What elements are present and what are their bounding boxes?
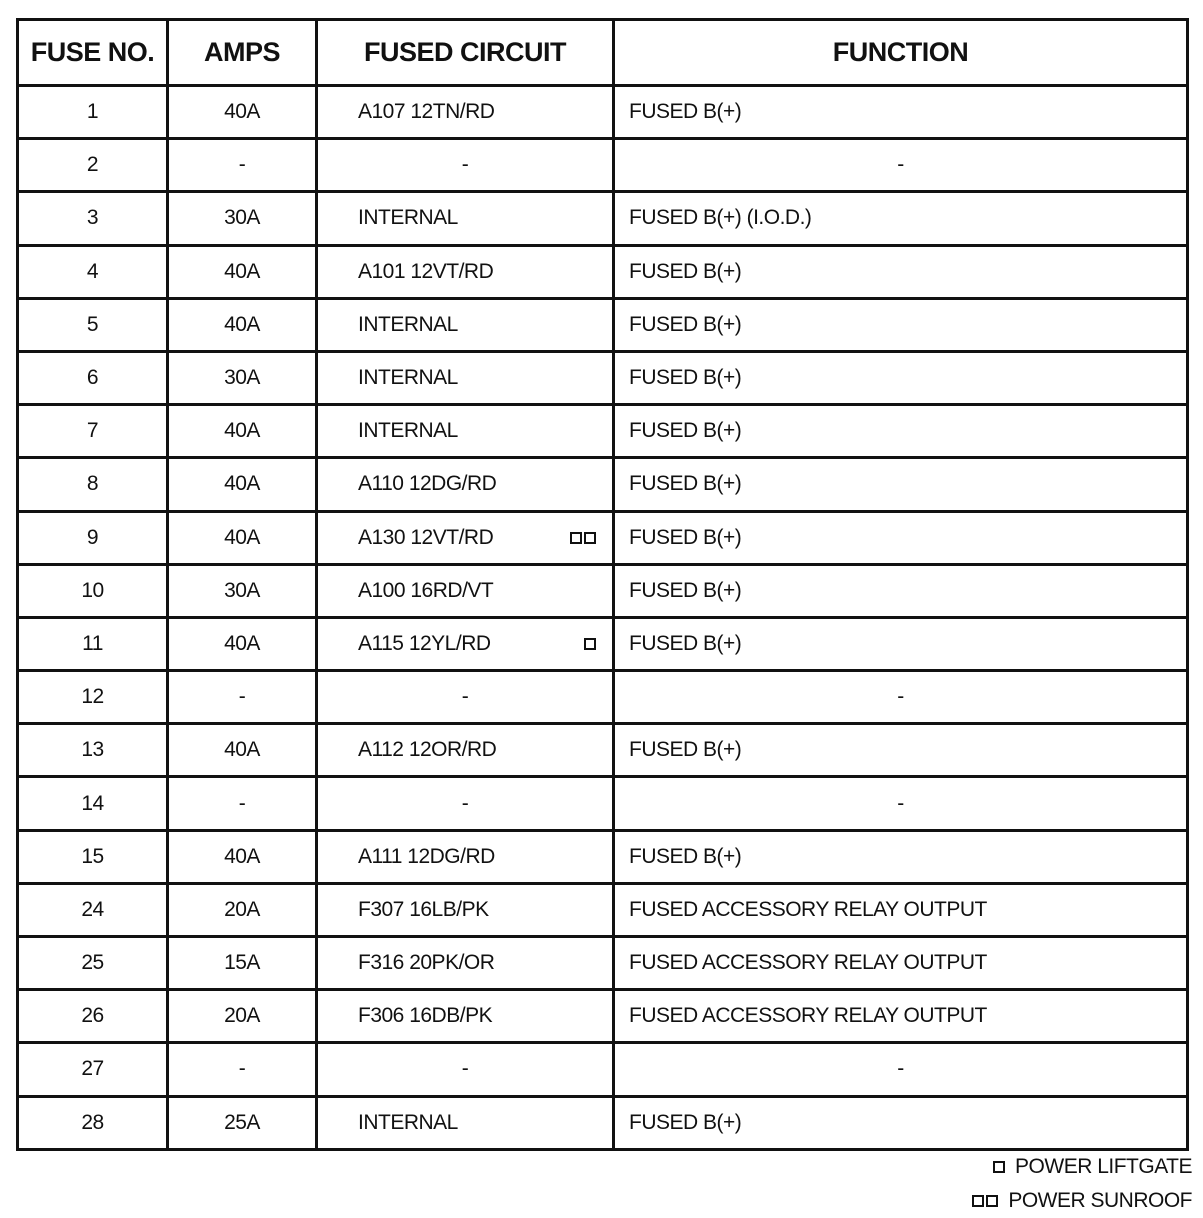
fused-circuit-cell — [317, 458, 614, 511]
square-icon — [584, 532, 596, 544]
amps-cell — [168, 351, 317, 404]
table-row — [18, 1096, 1188, 1149]
function-cell-text: FUSED B(+) — [629, 312, 742, 336]
fused-circuit-cell-text: A112 12OR/RD — [358, 738, 497, 762]
function-cell-text: FUSED B(+) — [629, 844, 742, 868]
function-cell-text: FUSED B(+) — [629, 366, 742, 390]
amps-cell-text: 40A — [224, 738, 260, 762]
function-cell-text: FUSED ACCESSORY RELAY OUTPUT — [629, 897, 987, 921]
square-icon — [570, 532, 582, 544]
fuse-no-cell — [18, 298, 168, 351]
amps-cell-text: 40A — [224, 419, 260, 443]
amps-cell — [168, 1096, 317, 1149]
fuse-no-cell-text: 28 — [81, 1110, 104, 1134]
table-row — [18, 351, 1188, 404]
fused-circuit-cell-text: - — [461, 1057, 469, 1081]
fused-circuit-cell-text: - — [461, 153, 469, 177]
fused-circuit-cell — [317, 883, 614, 936]
function-cell-text: - — [897, 791, 904, 815]
amps-cell — [168, 777, 317, 830]
fuse-no-cell — [18, 139, 168, 192]
double-square-icon — [972, 1195, 998, 1207]
power-sunroof-marker-icon — [570, 532, 596, 544]
fuse-table — [16, 18, 1189, 1151]
fused-circuit-cell — [317, 1096, 614, 1149]
table-row — [18, 724, 1188, 777]
fuse-no-cell-text: 9 — [86, 525, 99, 549]
table-row — [18, 671, 1188, 724]
amps-cell — [168, 245, 317, 298]
fuse-no-cell-text: 27 — [81, 1057, 104, 1081]
function-cell — [614, 1096, 1188, 1149]
function-cell — [614, 298, 1188, 351]
fuse-no-cell-text: 26 — [81, 1004, 104, 1028]
function-cell — [614, 617, 1188, 670]
fuse-no-cell — [18, 617, 168, 670]
fuse-no-cell-text: 25 — [81, 951, 104, 975]
function-cell — [614, 777, 1188, 830]
fused-circuit-cell — [317, 351, 614, 404]
fused-circuit-cell-text: A130 12VT/RD — [358, 525, 494, 549]
table-row — [18, 564, 1188, 617]
fused-circuit-cell-text: F316 20PK/OR — [358, 951, 495, 975]
fused-circuit-cell — [317, 86, 614, 139]
amps-cell — [168, 724, 317, 777]
function-cell — [614, 511, 1188, 564]
amps-cell — [168, 937, 317, 990]
fuse-no-cell-text: 5 — [86, 312, 99, 336]
amps-cell-text: - — [238, 153, 246, 177]
fuse-no-cell-text: 15 — [81, 844, 104, 868]
fused-circuit-cell-text: F306 16DB/PK — [358, 1004, 493, 1028]
function-cell — [614, 192, 1188, 245]
fuse-no-cell-text: 4 — [86, 259, 99, 283]
fused-circuit-cell-text: A100 16RD/VT — [358, 578, 494, 602]
fuse-no-cell — [18, 351, 168, 404]
table-row — [18, 937, 1188, 990]
table-row — [18, 405, 1188, 458]
fused-circuit-cell — [317, 245, 614, 298]
fused-circuit-cell — [317, 830, 614, 883]
function-cell-text: FUSED B(+) — [629, 259, 742, 283]
fuse-no-cell-text: 7 — [86, 419, 99, 443]
fuse-no-cell — [18, 405, 168, 458]
fused-circuit-cell — [317, 564, 614, 617]
fused-circuit-cell-text: - — [461, 791, 469, 815]
amps-cell-text: 25A — [224, 1110, 260, 1134]
fuse-no-cell — [18, 245, 168, 298]
fused-circuit-cell — [317, 777, 614, 830]
fuse-no-cell — [18, 458, 168, 511]
amps-cell — [168, 617, 317, 670]
fuse-no-cell-text: 10 — [81, 578, 104, 602]
fuse-no-cell-text: 3 — [86, 206, 99, 230]
amps-cell-text: - — [238, 685, 246, 709]
fuse-no-cell-text: 12 — [81, 685, 104, 709]
function-cell-text: - — [897, 685, 904, 709]
function-cell — [614, 351, 1188, 404]
fuse-no-cell — [18, 883, 168, 936]
function-cell-text: FUSED B(+) — [629, 631, 742, 655]
table-row — [18, 883, 1188, 936]
function-cell-text: FUSED B(+) — [629, 100, 742, 124]
fuse-no-cell — [18, 86, 168, 139]
table-row — [18, 1043, 1188, 1096]
function-cell — [614, 937, 1188, 990]
fused-circuit-cell — [317, 405, 614, 458]
amps-cell — [168, 564, 317, 617]
amps-cell — [168, 830, 317, 883]
function-cell-text: FUSED B(+) — [629, 472, 742, 496]
function-cell — [614, 883, 1188, 936]
fuse-no-cell — [18, 1096, 168, 1149]
amps-cell — [168, 192, 317, 245]
fuse-no-cell — [18, 192, 168, 245]
header-amps: AMPS — [168, 20, 317, 86]
header-row — [18, 20, 1188, 86]
amps-cell — [168, 671, 317, 724]
function-cell — [614, 564, 1188, 617]
fused-circuit-cell — [317, 937, 614, 990]
power-liftgate-marker-icon — [584, 638, 596, 650]
function-cell — [614, 990, 1188, 1043]
fused-circuit-cell — [317, 511, 614, 564]
fuse-no-cell — [18, 1043, 168, 1096]
legend-label: POWER SUNROOF — [1008, 1189, 1192, 1212]
legend-item — [0, 1150, 1192, 1184]
header-fuse-no: FUSE NO. — [18, 20, 168, 86]
table-row — [18, 617, 1188, 670]
header-function: FUNCTION — [614, 20, 1188, 86]
fused-circuit-cell — [317, 192, 614, 245]
fuse-no-cell — [18, 511, 168, 564]
fuse-no-cell-text: 2 — [86, 153, 99, 177]
amps-cell — [168, 1043, 317, 1096]
fused-circuit-cell-text: A111 12DG/RD — [358, 844, 495, 868]
single-square-icon — [993, 1161, 1005, 1173]
fuse-no-cell-text: 14 — [81, 791, 104, 815]
function-cell-text: - — [897, 1057, 904, 1081]
function-cell — [614, 830, 1188, 883]
function-cell-text: FUSED ACCESSORY RELAY OUTPUT — [629, 951, 987, 975]
table-row — [18, 777, 1188, 830]
table-row — [18, 990, 1188, 1043]
fused-circuit-cell-text: INTERNAL — [358, 366, 458, 390]
fused-circuit-cell — [317, 298, 614, 351]
amps-cell-text: 40A — [224, 844, 260, 868]
amps-cell-text: 15A — [224, 951, 260, 975]
table-row — [18, 830, 1188, 883]
function-cell — [614, 1043, 1188, 1096]
function-cell-text: FUSED B(+) — [629, 419, 742, 443]
fused-circuit-cell-text: A101 12VT/RD — [358, 259, 494, 283]
fused-circuit-cell-text: INTERNAL — [358, 419, 458, 443]
amps-cell — [168, 298, 317, 351]
amps-cell-text: - — [238, 1057, 246, 1081]
fused-circuit-cell — [317, 724, 614, 777]
fuse-no-cell — [18, 990, 168, 1043]
fused-circuit-cell — [317, 139, 614, 192]
amps-cell-text: 30A — [224, 206, 260, 230]
amps-cell-text: 30A — [224, 366, 260, 390]
function-cell-text: FUSED B(+) — [629, 578, 742, 602]
amps-cell-text: 20A — [224, 1004, 260, 1028]
fused-circuit-cell-text: A107 12TN/RD — [358, 100, 495, 124]
header-fused-circuit: FUSED CIRCUIT — [317, 20, 614, 86]
fuse-no-cell — [18, 830, 168, 883]
amps-cell-text: - — [238, 791, 246, 815]
function-cell-text: FUSED B(+) — [629, 525, 742, 549]
fuse-no-cell — [18, 777, 168, 830]
fuse-no-cell — [18, 564, 168, 617]
amps-cell-text: 20A — [224, 897, 260, 921]
amps-cell — [168, 458, 317, 511]
function-cell — [614, 458, 1188, 511]
function-cell — [614, 86, 1188, 139]
legend — [0, 1150, 1192, 1218]
table-body — [18, 86, 1188, 1150]
amps-cell-text: 40A — [224, 631, 260, 655]
fuse-no-cell — [18, 671, 168, 724]
amps-cell — [168, 990, 317, 1043]
legend-item — [0, 1184, 1192, 1218]
amps-cell-text: 40A — [224, 100, 260, 124]
function-cell — [614, 671, 1188, 724]
fused-circuit-cell-text: INTERNAL — [358, 312, 458, 336]
table-row — [18, 139, 1188, 192]
fuse-no-cell-text: 8 — [86, 472, 99, 496]
fuse-no-cell-text: 6 — [86, 366, 99, 390]
fuse-no-cell-text: 13 — [81, 738, 104, 762]
amps-cell-text: 30A — [224, 578, 260, 602]
fused-circuit-cell — [317, 990, 614, 1043]
function-cell — [614, 245, 1188, 298]
fused-circuit-cell-text: A110 12DG/RD — [358, 472, 497, 496]
fused-circuit-cell — [317, 1043, 614, 1096]
fuse-no-cell-text: 1 — [86, 100, 99, 124]
fuse-no-cell — [18, 937, 168, 990]
amps-cell — [168, 405, 317, 458]
table-row — [18, 245, 1188, 298]
fused-circuit-cell-text: INTERNAL — [358, 206, 458, 230]
fused-circuit-cell-text: A115 12YL/RD — [358, 631, 491, 655]
amps-cell-text: 40A — [224, 259, 260, 283]
fused-circuit-cell-text: INTERNAL — [358, 1110, 458, 1134]
function-cell-text: FUSED ACCESSORY RELAY OUTPUT — [629, 1004, 987, 1028]
legend-label: POWER LIFTGATE — [1015, 1155, 1192, 1178]
function-cell — [614, 139, 1188, 192]
function-cell-text: FUSED B(+) — [629, 1110, 742, 1134]
table-row — [18, 298, 1188, 351]
fuse-no-cell — [18, 724, 168, 777]
amps-cell-text: 40A — [224, 312, 260, 336]
square-icon — [993, 1161, 1005, 1173]
fused-circuit-cell-text: F307 16LB/PK — [358, 897, 489, 921]
square-icon — [972, 1195, 984, 1207]
amps-cell — [168, 883, 317, 936]
fused-circuit-cell — [317, 617, 614, 670]
function-cell-text: - — [897, 153, 904, 177]
fuse-no-cell-text: 11 — [82, 631, 103, 655]
function-cell-text: FUSED B(+) (I.O.D.) — [629, 206, 812, 230]
amps-cell — [168, 86, 317, 139]
amps-cell-text: 40A — [224, 472, 260, 496]
table-row — [18, 458, 1188, 511]
function-cell — [614, 724, 1188, 777]
table-row — [18, 511, 1188, 564]
fused-circuit-cell-text: - — [461, 685, 469, 709]
fused-circuit-cell — [317, 671, 614, 724]
fuse-no-cell-text: 24 — [81, 897, 104, 921]
table-row — [18, 86, 1188, 139]
function-cell-text: FUSED B(+) — [629, 738, 742, 762]
square-icon — [584, 638, 596, 650]
amps-cell — [168, 139, 317, 192]
amps-cell-text: 40A — [224, 525, 260, 549]
function-cell — [614, 405, 1188, 458]
square-icon — [986, 1195, 998, 1207]
amps-cell — [168, 511, 317, 564]
table-row — [18, 192, 1188, 245]
